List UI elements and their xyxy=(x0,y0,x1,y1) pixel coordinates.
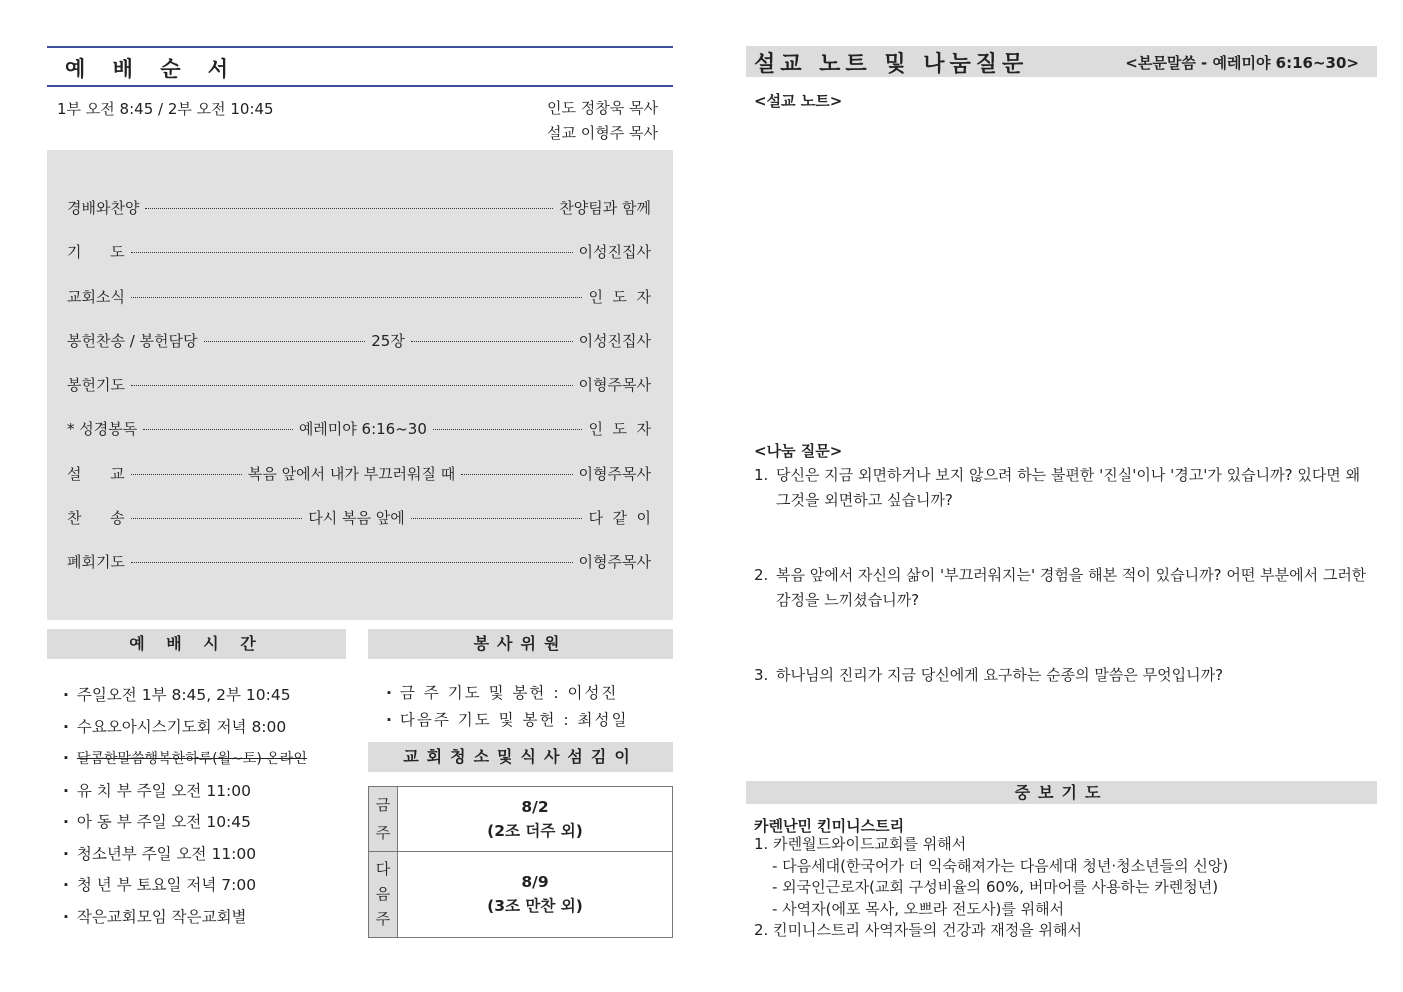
week-label-char: 주 xyxy=(375,823,391,842)
preacher-minister: 설교 이형주 목사 xyxy=(547,124,658,142)
order-row xyxy=(67,417,651,439)
order-item-person: 찬양팀과 함께 xyxy=(559,198,651,217)
week-label-char: 금 xyxy=(375,795,391,814)
order-item-detail: 다시 복음 앞에 xyxy=(308,508,405,527)
worship-order-title: 예 배 순 서 xyxy=(65,57,239,81)
order-item-detail: 복음 앞에서 내가 부끄러워질 때 xyxy=(247,464,456,483)
schedule-cell xyxy=(398,851,673,937)
order-item-person: 인 도 자 xyxy=(588,287,651,306)
schedule-team: (3조 만찬 외) xyxy=(487,897,583,916)
list-item: · 청 년 부 토요일 저녁 7:00 xyxy=(63,870,307,902)
order-row xyxy=(67,506,651,528)
order-row xyxy=(67,329,651,351)
order-row xyxy=(67,373,651,395)
order-row xyxy=(67,285,651,307)
list-item: · 금 주 기도 및 봉헌 : 이성진 xyxy=(386,680,628,707)
list-item: 2. 킨미니스트리 사역자들의 건강과 재정을 위해서 xyxy=(754,921,1082,939)
order-item-person: 이성진집사 xyxy=(578,331,652,350)
intercession-list xyxy=(754,834,1228,942)
list-item: · 다음주 기도 및 봉헌 : 최성일 xyxy=(386,707,628,734)
order-item-person: 이성진집사 xyxy=(578,242,651,261)
cleaning-meal-header: 교회청소및식사섬김이 xyxy=(368,742,673,772)
question-item xyxy=(754,463,1374,513)
list-item: · 청소년부 주일 오전 11:00 xyxy=(63,839,307,871)
week-label-char: 음 xyxy=(375,884,391,903)
list-item: - 다음세대(한국어가 더 익숙해져가는 다음세대 청년·청소년들의 신앙) xyxy=(772,856,1229,875)
intercession-title: 카렌난민 킨미니스트리 xyxy=(754,817,905,835)
list-item: · 주일오전 1부 8:45, 2부 10:45 xyxy=(63,680,307,712)
table-row xyxy=(369,787,673,852)
schedule-date: 8/2 xyxy=(521,797,549,816)
order-item-name: * 성경봉독 xyxy=(67,419,138,438)
week-label xyxy=(369,787,398,852)
worship-times-list xyxy=(63,680,307,933)
list-item: · 수요오아시스기도회 저녁 8:00 xyxy=(63,712,307,744)
order-item-person: 이형주목사 xyxy=(578,375,651,394)
question-item xyxy=(754,663,1374,688)
order-item-name: 봉헌찬송 / 봉헌담당 xyxy=(67,331,198,350)
cleaning-schedule-table xyxy=(368,786,673,938)
sharing-questions-label: <나눔 질문> xyxy=(754,442,843,460)
schedule-date: 8/9 xyxy=(521,873,549,892)
order-item-detail: 예레미야 6:16~30 xyxy=(298,419,427,438)
order-item-person: 이형주목사 xyxy=(578,464,651,483)
volunteers-list xyxy=(386,680,628,734)
service-times: 1부 오전 8:45 / 2부 오전 10:45 xyxy=(57,100,274,118)
list-item: - 사역자(에포 목사, 오쁘라 전도사)를 위해서 xyxy=(772,899,1065,918)
list-item xyxy=(63,743,307,776)
intercession-header: 중보기도 xyxy=(746,781,1377,804)
order-row xyxy=(67,196,651,218)
sermon-notes-header xyxy=(746,46,1377,77)
list-item: 1. 카렌월드와이드교회를 위해서 xyxy=(754,835,967,853)
list-item: · 아 동 부 주일 오전 10:45 xyxy=(63,807,307,839)
question-item xyxy=(754,563,1374,613)
question-text: 당신은 지금 외면하거나 보지 않으려 하는 불편한 '진실'이나 '경고'가 있습니까? 있다면 왜 그것을 외면하고 싶습니까? xyxy=(776,466,1361,509)
week-label-char: 다 xyxy=(375,859,391,878)
question-text: 하나님의 진리가 지금 당신에게 요구하는 순종의 말씀은 무엇입니까? xyxy=(776,666,1224,684)
order-item-person: 인 도 자 xyxy=(588,419,652,438)
order-row xyxy=(67,462,651,484)
order-item-name: 폐회기도 xyxy=(67,552,125,571)
scripture-reference: <본문말씀 - 예레미야 6:16~30> xyxy=(1125,54,1359,72)
question-number: 2. xyxy=(754,566,769,584)
schedule-team: (2조 더주 외) xyxy=(487,821,583,840)
worship-order-box xyxy=(47,150,673,620)
order-item-person: 다 같 이 xyxy=(588,508,651,527)
question-number: 1. xyxy=(754,466,769,484)
table-row xyxy=(369,851,673,937)
order-item-name: 봉헌기도 xyxy=(67,375,125,394)
order-row xyxy=(67,240,651,262)
order-item-name: 찬 송 xyxy=(67,508,125,527)
week-label-char: 주 xyxy=(375,909,391,928)
worship-order-header xyxy=(47,46,673,87)
order-row xyxy=(67,550,651,572)
order-item-name: 교회소식 xyxy=(67,287,125,306)
volunteers-header: 봉사위원 xyxy=(368,629,673,659)
ministers xyxy=(547,96,658,146)
schedule-cell xyxy=(398,787,673,852)
list-item: · 유 치 부 주일 오전 11:00 xyxy=(63,776,307,808)
week-label xyxy=(369,851,398,937)
leader-minister: 인도 정창욱 목사 xyxy=(547,99,658,117)
order-item-person: 이형주목사 xyxy=(578,552,651,571)
sermon-notes-title: 설교 노트 및 나눔질문 xyxy=(754,52,1029,77)
online-devotion-text: 달콤한말씀행복한하루(월~토) 온라인 xyxy=(76,751,307,767)
order-item-name: 설 교 xyxy=(67,464,125,483)
order-item-name: 기 도 xyxy=(67,242,125,261)
list-item: - 외국인근로자(교회 구성비율의 60%, 버마어를 사용하는 카렌청년) xyxy=(772,878,1219,896)
order-item-detail: 25장 xyxy=(371,331,405,350)
question-text: 복음 앞에서 자신의 삶이 '부끄러워지는' 경험을 해본 적이 있습니까? 어떤 부분에서 그러한 감정을 느끼셨습니까? xyxy=(776,566,1367,609)
sermon-note-label: <설교 노트> xyxy=(754,92,843,110)
list-item: · 작은교회모임 작은교회별 xyxy=(63,902,307,934)
worship-times-header: 예 배 시 간 xyxy=(47,629,346,659)
question-number: 3. xyxy=(754,666,769,684)
order-item-name: 경배와찬양 xyxy=(67,198,140,217)
